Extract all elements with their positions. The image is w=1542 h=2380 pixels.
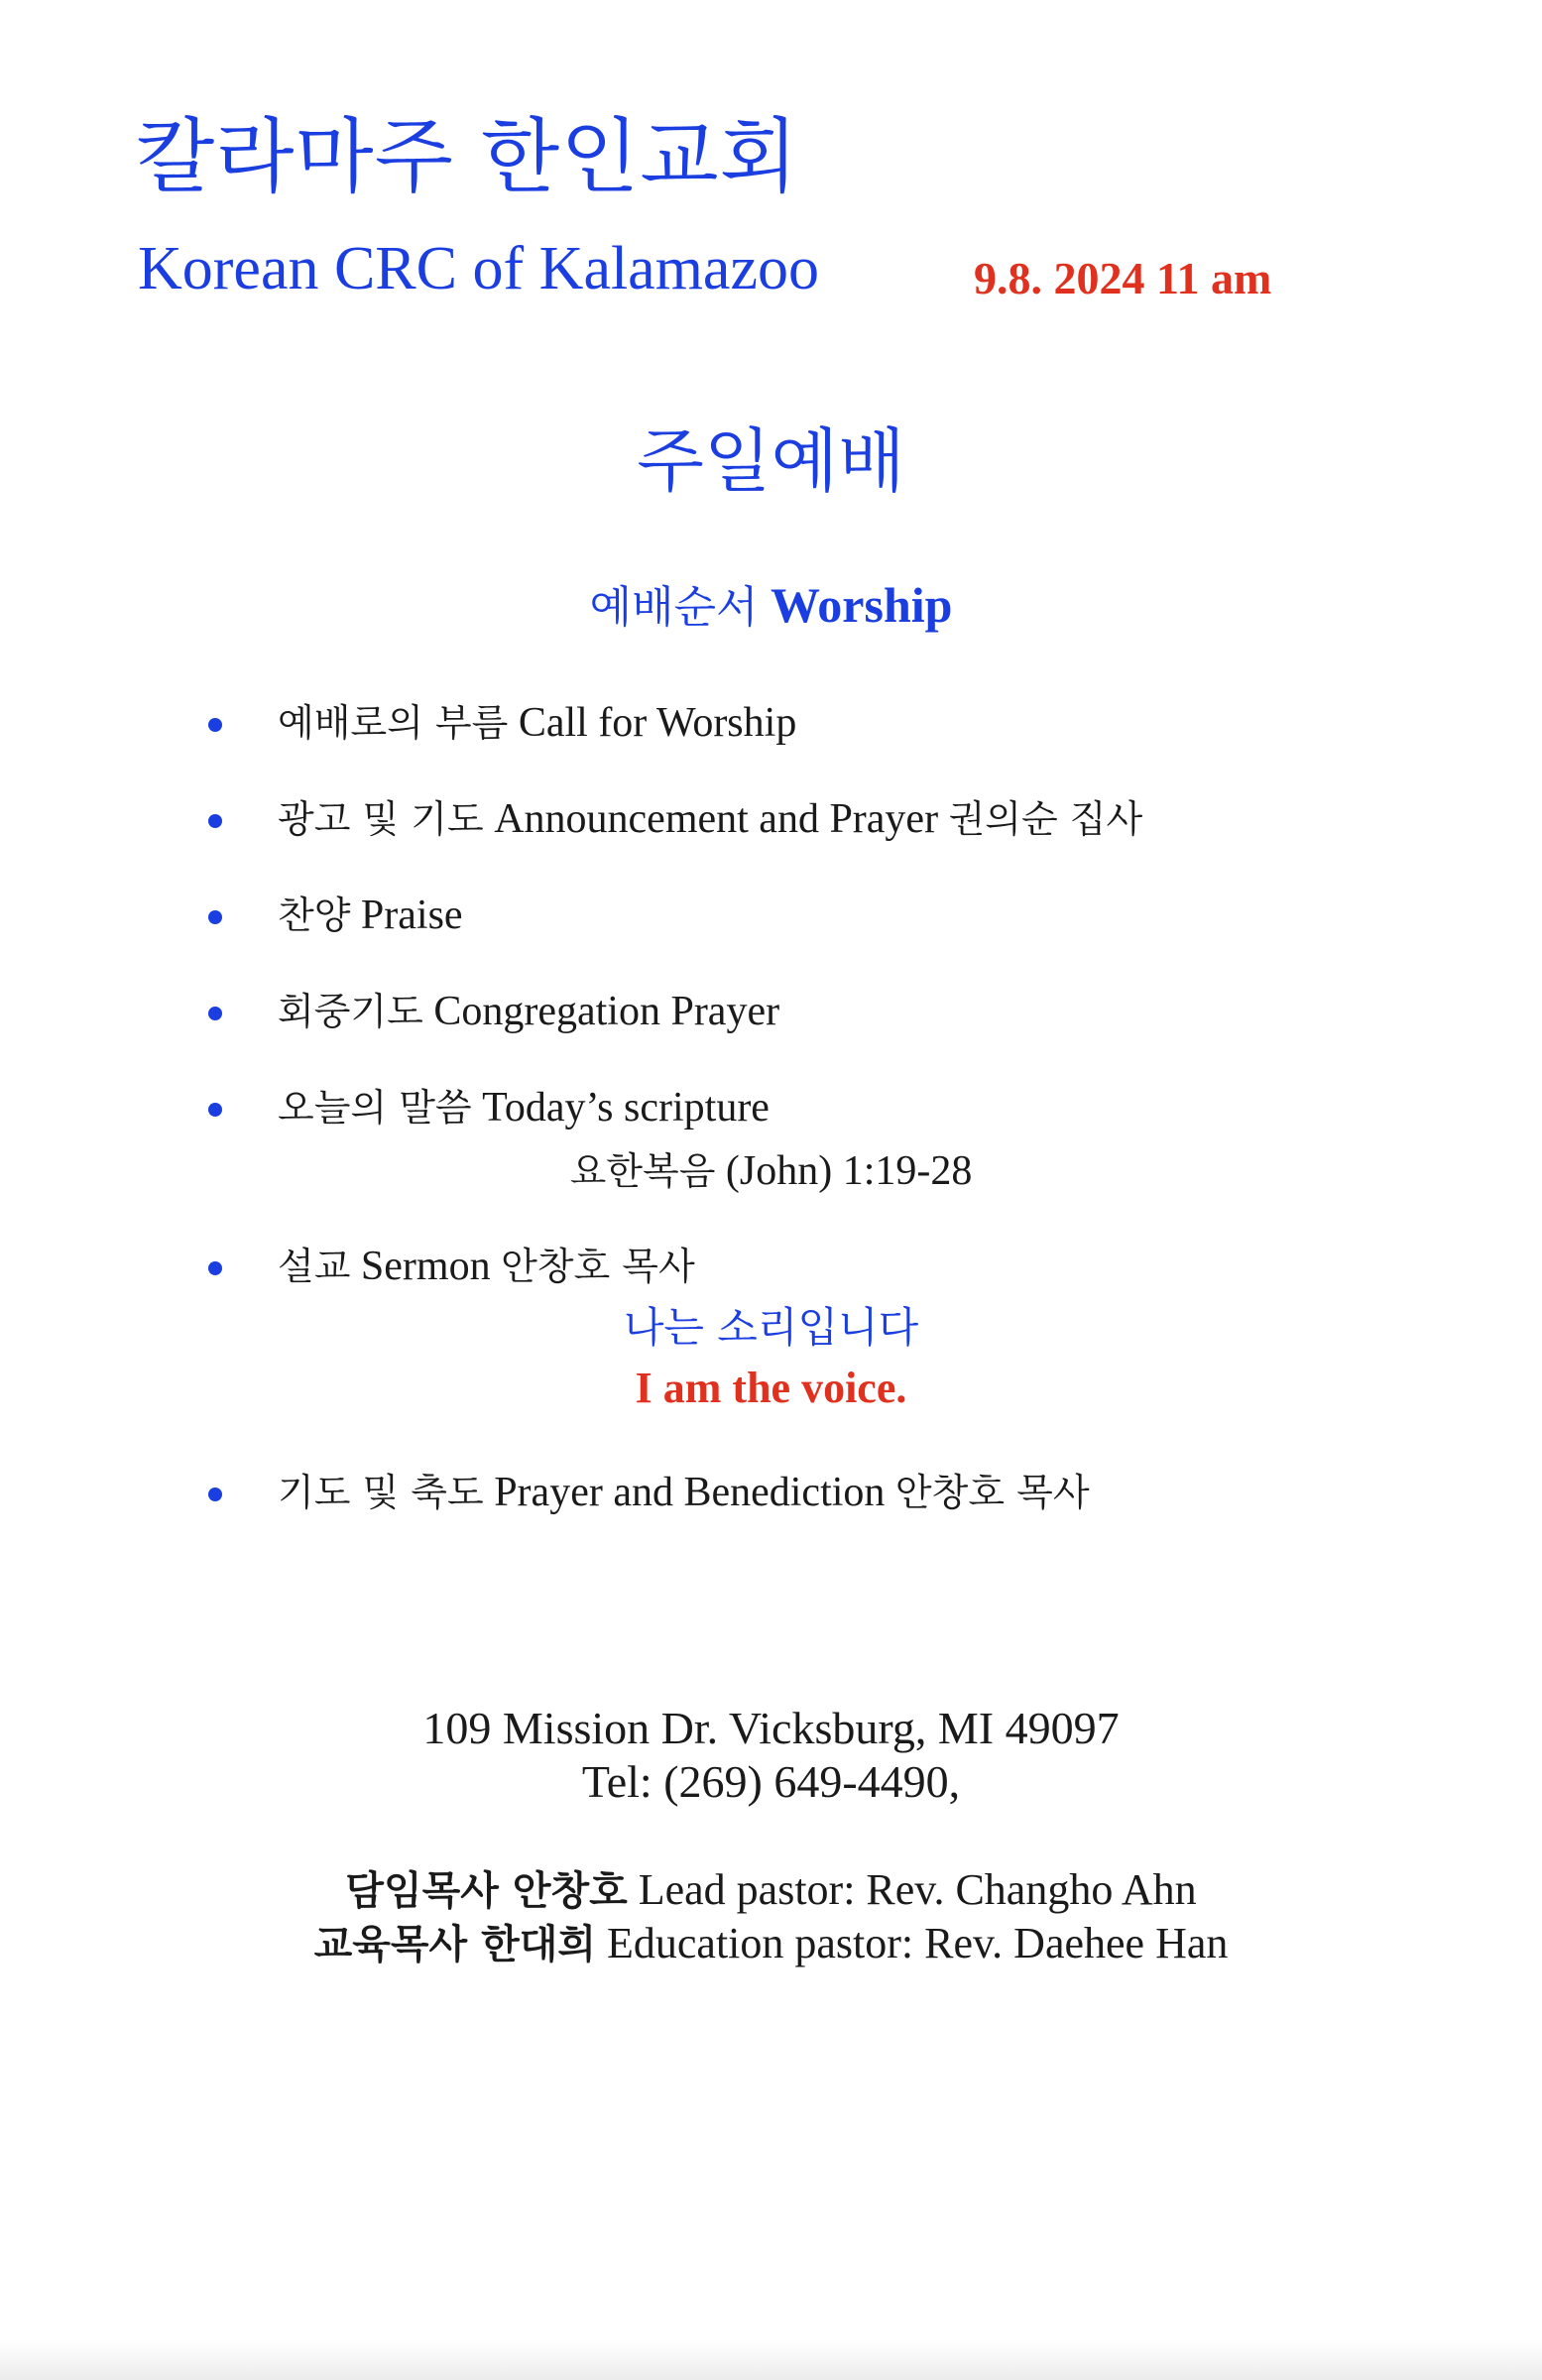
- service-title: 주일예배: [637, 420, 905, 502]
- lead-pastor: [0, 1865, 1542, 1914]
- order-item-text: [278, 1472, 1090, 1513]
- church-name-english: Korean CRC of Kalamazoo: [138, 235, 819, 302]
- sermon-title-korean: 나는 소리입니다: [623, 1303, 919, 1352]
- order-item-english: Announcement and Prayer: [494, 796, 939, 842]
- page-bottom-edge: [0, 2340, 1542, 2380]
- order-item-leader: 권의순 집사: [948, 797, 1143, 841]
- church-address: 109 Mission Dr. Vicksburg, MI 49097: [422, 1703, 1120, 1753]
- sermon-title-english: I am the voice.: [635, 1364, 907, 1412]
- lead-pastor-english: Lead pastor: Rev. Changho Ahn: [638, 1865, 1197, 1914]
- order-item-leader: 안창호 목사: [501, 1245, 695, 1288]
- church-name-korean: 칼라마주 한인교회: [136, 110, 799, 204]
- order-item-korean: 회중기도: [278, 990, 423, 1033]
- order-heading-korean: 예배순서: [589, 582, 759, 633]
- order-item-text: [278, 1246, 695, 1287]
- order-of-worship-heading: [0, 577, 1542, 633]
- order-item-text: [278, 991, 779, 1032]
- order-item-korean: 광고 및 기도: [278, 797, 484, 841]
- order-item-korean: 설교: [278, 1245, 351, 1288]
- order-item-text: [278, 798, 1142, 840]
- lead-pastor-korean: 담임목사 안창호: [345, 1868, 628, 1914]
- order-item-korean: 찬양: [278, 893, 351, 937]
- order-item-korean: 예배로의 부름: [278, 701, 509, 745]
- education-pastor-english: Education pastor: Rev. Daehee Han: [607, 1919, 1229, 1967]
- order-item-korean: 기도 및 축도: [278, 1471, 484, 1514]
- order-item-text: [278, 1087, 770, 1129]
- scripture-reference: [0, 1150, 1542, 1192]
- order-item-text: [278, 702, 796, 744]
- service-date: 9.8. 2024 11 am: [974, 253, 1272, 303]
- order-item-english: Prayer and Benediction: [494, 1470, 886, 1515]
- order-item-english: Call for Worship: [518, 700, 797, 746]
- church-phone: Tel: (269) 649-4490,: [581, 1756, 961, 1807]
- bullet-icon: [208, 910, 222, 924]
- order-item-leader: 안창호 목사: [894, 1471, 1090, 1514]
- education-pastor-korean: 교육목사 한대희: [313, 1922, 597, 1967]
- order-item-english: Sermon: [360, 1244, 491, 1289]
- scripture-book-english: (John) 1:19-28: [725, 1148, 973, 1194]
- bullet-icon: [208, 1261, 222, 1275]
- bullet-icon: [208, 1103, 222, 1117]
- order-item-english: Today’s scripture: [482, 1085, 770, 1130]
- scripture-book-korean: 요한복음: [569, 1149, 716, 1193]
- education-pastor: [0, 1919, 1542, 1967]
- order-item-english: Praise: [360, 892, 463, 938]
- order-item-english: Congregation Prayer: [433, 989, 780, 1034]
- order-heading-english: Worship: [771, 577, 953, 633]
- order-item-korean: 오늘의 말씀: [278, 1086, 472, 1130]
- bullet-icon: [208, 1488, 222, 1501]
- bullet-icon: [208, 814, 222, 828]
- bullet-icon: [208, 718, 222, 732]
- bullet-icon: [208, 1007, 222, 1020]
- order-item-text: [278, 894, 463, 936]
